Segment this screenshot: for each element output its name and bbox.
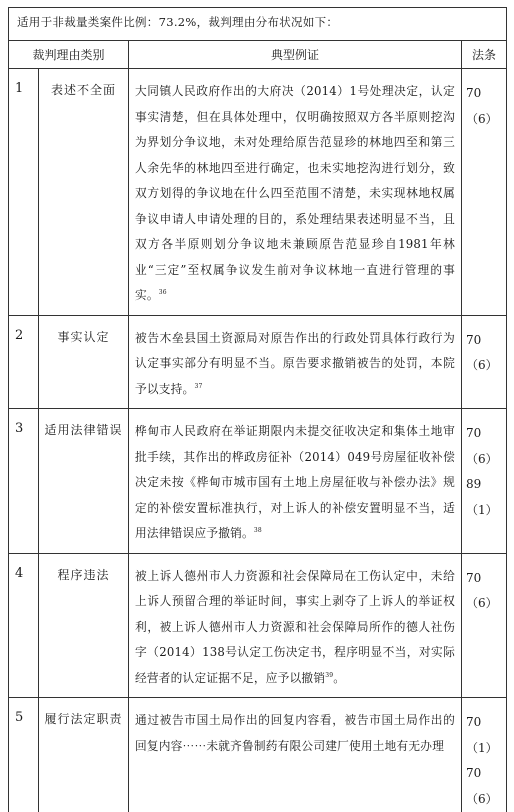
row-law: [462, 553, 507, 698]
table-row: [9, 69, 507, 316]
table-header-row: [9, 41, 507, 69]
header-example: 典型例证: [129, 41, 462, 69]
law-article: 70（6）: [466, 328, 506, 379]
law-article: 70（6）: [466, 81, 506, 132]
row-number: 4: [9, 553, 39, 698]
row-number: 3: [9, 409, 39, 554]
row-number: 1: [9, 69, 39, 316]
row-law: [462, 409, 507, 554]
header-law: 法条: [462, 41, 507, 69]
footnote-marker: 39: [325, 672, 333, 679]
example-text: 通过被告市国土局作出的回复内容看，被告市国土局作出的回复内容⋯⋯未就齐鲁制药有限公司建厂使用土地有无办理: [135, 713, 455, 753]
footnote-marker: 36: [159, 289, 167, 296]
example-suffix: 。: [333, 671, 345, 685]
example-text: 桦甸市人民政府在举证期限内未提交征收决定和集体土地审批手续，其作出的桦政房征补（2014）049号房屋征收补偿决定未按《桦甸市城市国有土地上房屋征收与补偿办法》规定的补偿安置标准执行，对上诉人的补偿安置明显不当，适用法律错误应予撤销。: [135, 424, 455, 540]
table-row: [9, 409, 507, 554]
row-example: [129, 315, 462, 409]
row-law: [462, 315, 507, 409]
table-row: [9, 315, 507, 409]
document-page: [8, 7, 506, 697]
law-article: 70（1）: [466, 710, 506, 761]
judgment-reason-table: [8, 7, 507, 812]
law-article: 89（1）: [466, 472, 506, 523]
table-row: [9, 698, 507, 812]
row-example: [129, 553, 462, 698]
row-example: [129, 698, 462, 812]
row-law: [462, 698, 507, 812]
example-text: 被告木垒县国土资源局对原告作出的行政处罚具体行政行为认定事实部分有明显不当。原告要求撤销被告的处罚，本院予以支持。: [135, 331, 455, 396]
row-category: 表述不全面: [39, 69, 129, 316]
law-article: 70（6）: [466, 761, 506, 812]
row-category: 事实认定: [39, 315, 129, 409]
row-law: [462, 69, 507, 316]
footnote-marker: 37: [194, 383, 202, 390]
footnote-marker: 38: [254, 527, 262, 534]
table-row: [9, 553, 507, 698]
example-text: 被上诉人德州市人力资源和社会保障局在工伤认定中，未给上诉人预留合理的举证时间，事实上剥夺了上诉人的举证权利，被上诉人德州市人力资源和社会保障局所作的德人社伤字（2014）138号认定工伤决定书，程序明显不当，对实际经营者的认定证据不足，应予以撤销: [135, 569, 455, 685]
row-category: 适用法律错误: [39, 409, 129, 554]
row-number: 2: [9, 315, 39, 409]
row-example: [129, 409, 462, 554]
row-number: 5: [9, 698, 39, 812]
row-category: 履行法定职责: [39, 698, 129, 812]
header-category: 裁判理由类别: [9, 41, 129, 69]
law-article: 70（6）: [466, 566, 506, 617]
law-article: 70（6）: [466, 421, 506, 472]
table-caption: 适用于非裁量类案件比例：73.2%，裁判理由分布状况如下：: [9, 8, 507, 41]
table-caption-row: [9, 8, 507, 41]
row-category: 程序违法: [39, 553, 129, 698]
example-text: 大同镇人民政府作出的大府决（2014）1号处理决定，认定事实清楚，但在具体处理中，仅明确按照双方各半原则挖沟为界划分争议地，未对处理给原告范显珍的林地四至和第三人余先华的林地四至进行确定，也未实地挖沟进行划分，致双方划得的争议地在什么四至范围不清楚，未实现林地权属争议申请人申请处理的目的，系处理结果表述明显不当，且双方各半原则划分争议地未兼顾原告范显珍自1981年林业“三定”至权属争议发生前对争议林地一直进行管理的事实。: [135, 84, 455, 302]
row-example: [129, 69, 462, 316]
